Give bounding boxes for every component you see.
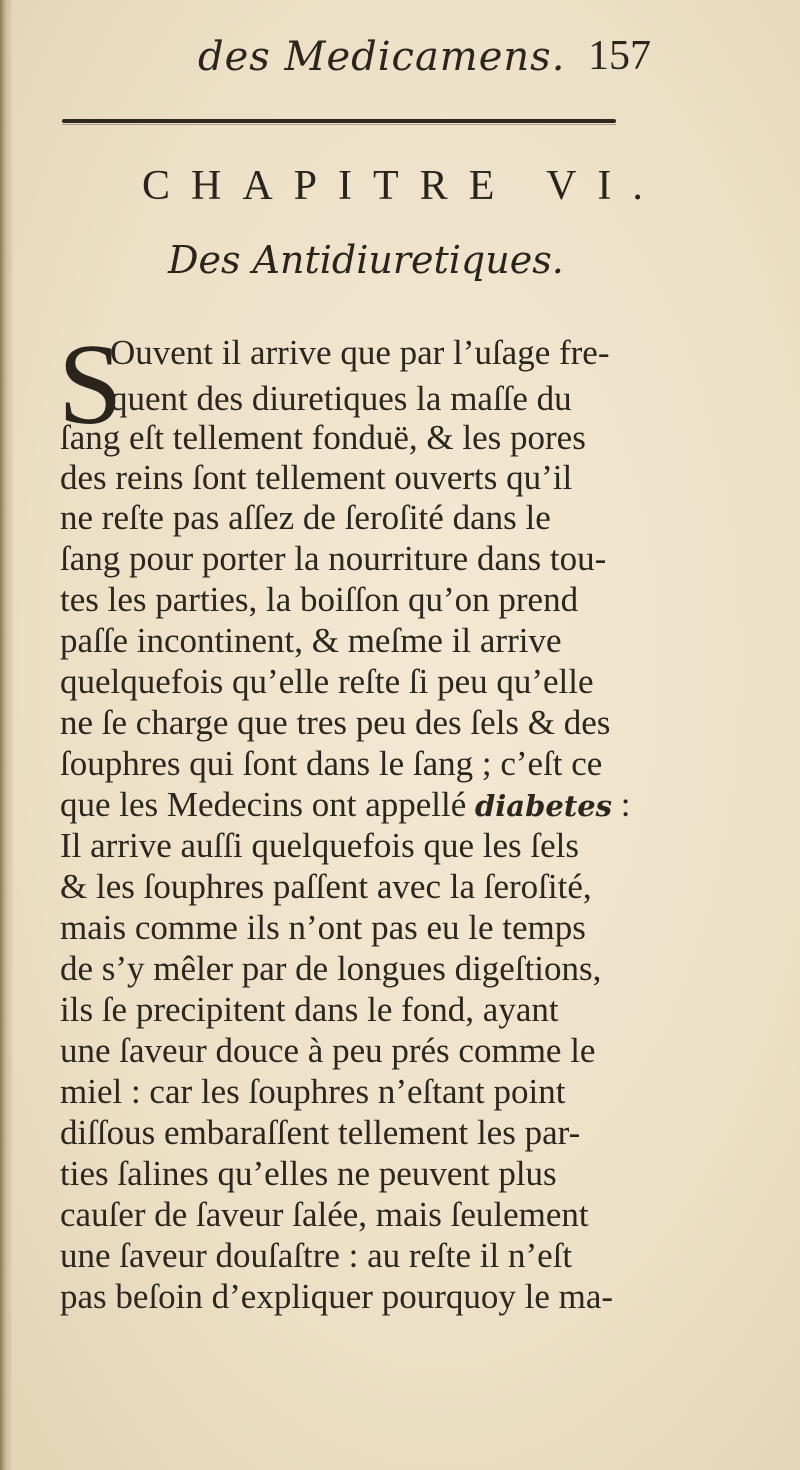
header-rule bbox=[62, 119, 616, 123]
text-line: une ſaveur douſaſtre : au reſte il n’eſt bbox=[60, 1236, 573, 1275]
text-line: paſſe incontinent, & meſme il arrive bbox=[60, 621, 562, 660]
text-line: une ſaveur douce à peu prés comme le bbox=[60, 1031, 596, 1070]
text-line: cauſer de ſaveur ſalée, mais ſeulement bbox=[60, 1195, 589, 1234]
text-line: Ouvent il arrive que par l’uſage fre- bbox=[110, 333, 610, 372]
text-line: ſang eſt tellement fonduë, & les pores bbox=[60, 418, 586, 457]
text-line-with-term bbox=[60, 787, 631, 822]
text-line: diſſous embaraſſent tellement les par- bbox=[60, 1113, 581, 1152]
chapter-title: CHAPITRE VI. bbox=[142, 163, 664, 209]
text-line: quent des diuretiques la maſſe du bbox=[110, 379, 572, 418]
text-line: tes les parties, la boiſſon qu’on prend bbox=[60, 580, 579, 619]
text-line: ne ſe charge que tres peu des ſels & des bbox=[60, 703, 611, 742]
text-line: miel : car les ſouphres n’eſtant point bbox=[60, 1072, 566, 1111]
header-rule-shadow bbox=[62, 124, 616, 125]
text-line: de s’y mêler par de longues digeſtions, bbox=[60, 949, 602, 988]
running-head bbox=[0, 28, 800, 88]
term-suffix: : bbox=[612, 785, 631, 824]
page-number: 157 bbox=[588, 33, 651, 79]
text-line: ſouphres qui ſont dans le ſang ; c’eſt ce bbox=[60, 744, 603, 783]
text-line: & les ſouphres paſſent avec la ſeroſité, bbox=[60, 867, 592, 906]
italic-term: diabetes bbox=[475, 789, 613, 823]
text-line: ties ſalines qu’elles ne peuvent plus bbox=[60, 1154, 557, 1193]
text-line: que les Medecins ont appellé bbox=[60, 785, 467, 824]
section-title: Des Antidiuretiques. bbox=[168, 238, 564, 282]
text-line: mais comme ils n’ont pas eu le temps bbox=[60, 908, 586, 947]
text-line: des reins ſont tellement ouverts qu’il bbox=[60, 458, 573, 497]
text-line: ſang pour porter la nourriture dans tou- bbox=[60, 539, 607, 578]
text-line: ne reſte pas aſſez de ſeroſité dans le bbox=[60, 498, 551, 537]
running-title: des Medicamens. bbox=[198, 34, 566, 80]
binding-edge bbox=[0, 0, 14, 1470]
text-line: quelquefois qu’elle reſte ſi peu qu’elle bbox=[60, 662, 594, 701]
text-line: pas beſoin d’expliquer pourquoy le ma- bbox=[60, 1277, 614, 1316]
text-line: Il arrive auſſi quelquefois que les ſels bbox=[60, 826, 580, 865]
text-line: ils ſe precipitent dans le fond, ayant bbox=[60, 990, 559, 1029]
drop-cap: S bbox=[58, 321, 123, 449]
